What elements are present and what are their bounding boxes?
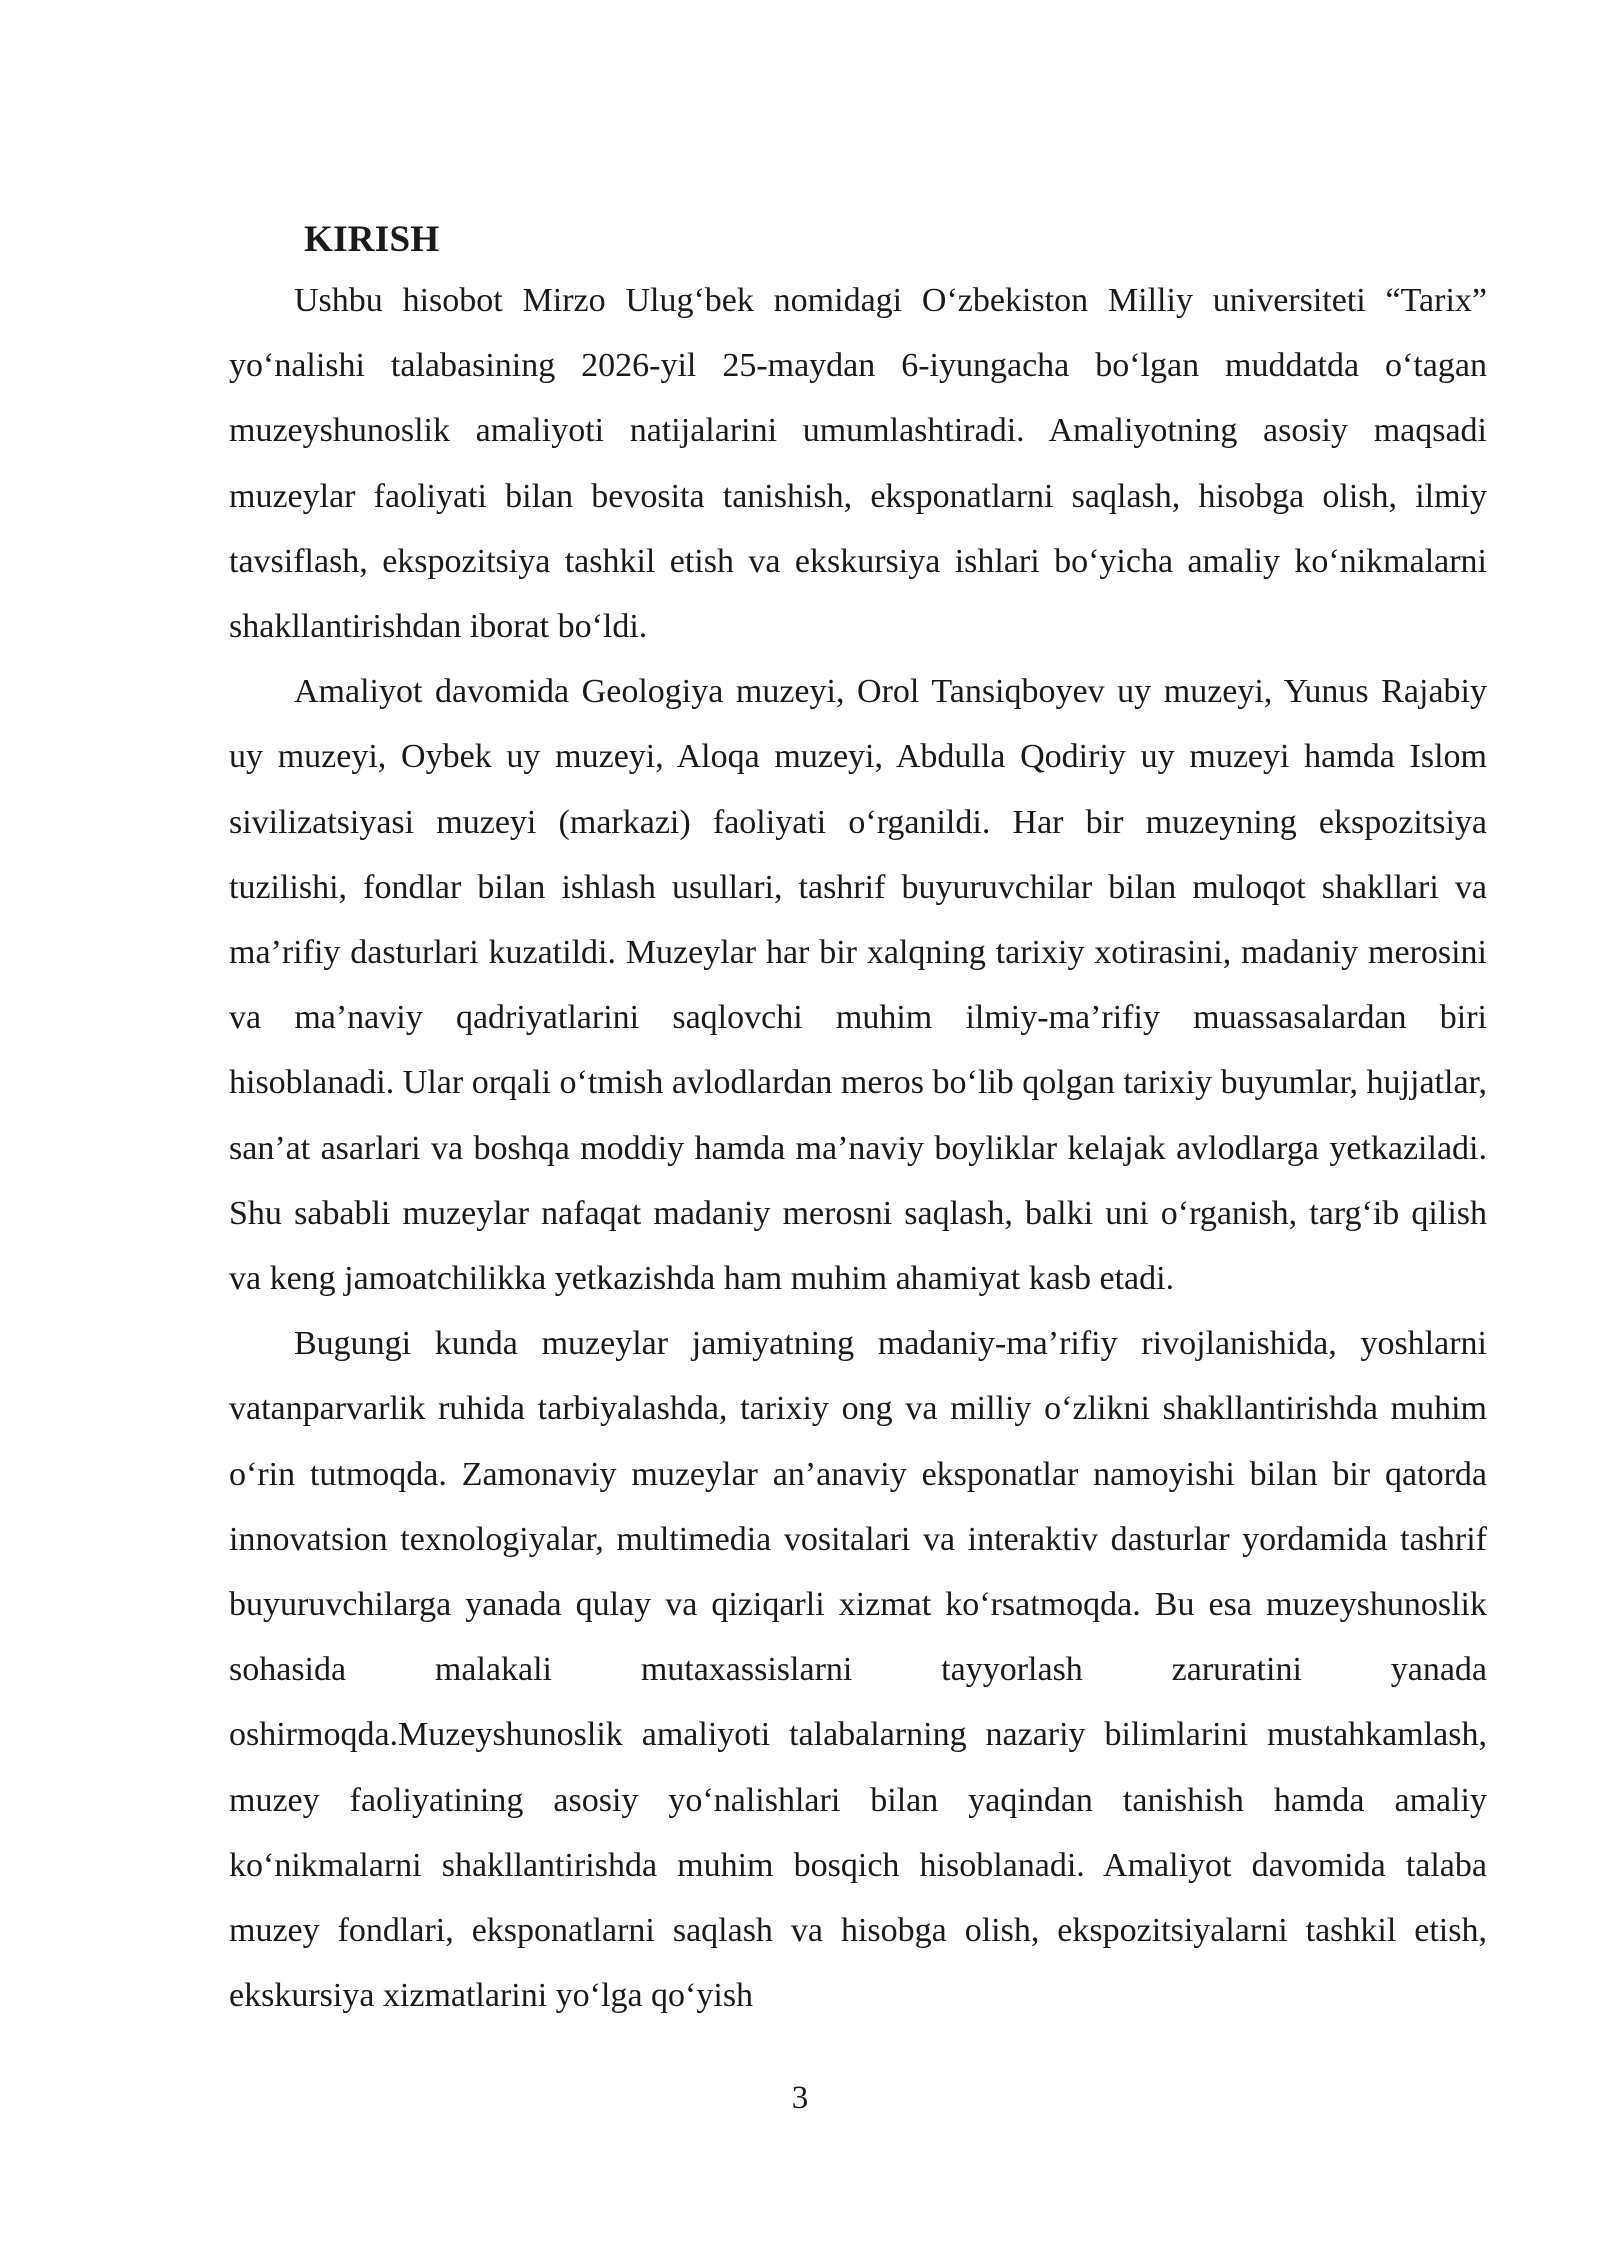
paragraph-2: Amaliyot davomida Geologiya muzeyi, Orol Tansiqboyev uy muzeyi, Yunus Rajabiy uy muzeyi, Oybek uy muzeyi, Aloqa muzeyi, Abdulla Qodiriy uy muzeyi hamda Islom sivilizatsiyasi muzeyi (markazi) faoliyati o‘rganildi. Har bir muzeyning ekspozitsiya tuzilishi, fondlar bilan ishlash usullari, tashrif buyuruvchilar bilan muloqot shakllari va ma’rifiy dasturlari kuzatildi. Muzeylar har bir xalqning tarixiy xotirasini, madaniy merosini va ma’naviy qadriyatlarini saqlovchi muhim ilmiy-ma’rifiy muassasalardan biri hisoblanadi. Ular orqali o‘tmish avlodlardan meros bo‘lib qolgan tarixiy buyumlar, hujjatlar, san’at asarlari va boshqa moddiy hamda ma’naviy boyliklar kelajak avlodlarga yetkaziladi. Shu sababli muzeylar nafaqat madaniy merosni saqlash, balki uni o‘rganish, targ‘ib qilish va keng jamoatchilikka yetkazishda ham muhim ahamiyat kasb etadi.	[229, 673, 1487, 1298]
document-body	[229, 212, 1487, 2028]
paragraph-3: Bugungi kunda muzeylar jamiyatning madaniy-ma’rifiy rivojlanishida, yoshlarni vatanparvarlik ruhida tarbiyalashda, tarixiy ong va milliy o‘zlikni shakllantirishda muhim o‘rin tutmoqda. Zamonaviy muzeylar an’anaviy eksponatlar namoyishi bilan bir qatorda innovatsion texnologiyalar, multimedia vositalari va interaktiv dasturlar yordamida tashrif buyuruvchilarga yanada qulay va qiziqarli xizmat ko‘rsatmoqda. Bu esa muzeyshunoslik sohasida malakali mutaxassislarni tayyorlash zaruratini yanada oshirmoqda.Muzeyshunoslik amaliyoti talabalarning nazariy bilimlarini mustahkamlash, muzey faoliyatining asosiy yo‘nalishlari bilan yaqindan tanishish hamda amaliy ko‘nikmalarni shakllantirishda muhim bosqich hisoblanadi. Amaliyot davomida talaba muzey fondlari, eksponatlarni saqlash va hisobga olish, ekspozitsiyalarni tashkil etish, ekskursiya xizmatlarini yo‘lga qo‘yish	[229, 1325, 1487, 2015]
section-heading: KIRISH	[304, 219, 440, 260]
page-number: 3	[791, 2080, 809, 2116]
paragraph-1: Ushbu hisobot Mirzo Ulug‘bek nomidagi O‘zbekiston Milliy universiteti “Tarix” yo‘nalishi talabasining 2026-yil 25-maydan 6-iyungacha bo‘lgan muddatda o‘tagan muzeyshunoslik amaliyoti natijalarini umumlashtiradi. Amaliyotning asosiy maqsadi muzeylar faoliyati bilan bevosita tanishish, eksponatlarni saqlash, hisobga olish, ilmiy tavsiflash, ekspozitsiya tashkil etish va ekskursiya ishlari bo‘yicha amaliy ko‘nikmalarni shakllantirishdan iborat bo‘ldi.	[229, 282, 1487, 646]
